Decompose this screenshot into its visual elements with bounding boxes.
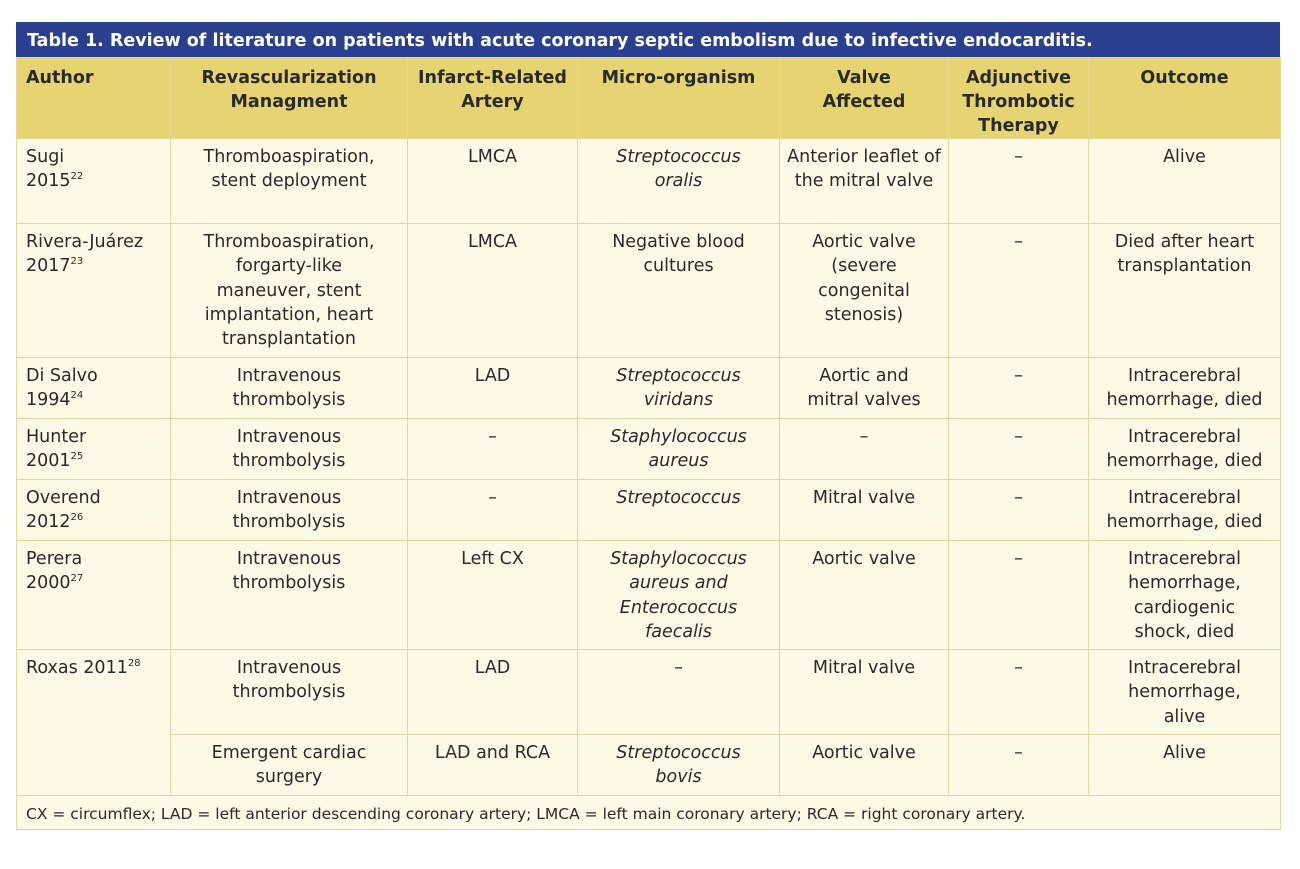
artery-cell: LAD — [408, 358, 578, 419]
table-row — [17, 224, 1281, 358]
author-year: 2012 — [26, 512, 71, 533]
table-row — [17, 650, 1281, 735]
header-valve: Valve Affected — [780, 58, 949, 139]
artery-cell: – — [408, 480, 578, 541]
header-outcome: Outcome — [1089, 58, 1281, 139]
organism-text: Staphylococcus aureus and Enterococcus faecalis — [610, 549, 747, 642]
author-cell — [17, 224, 171, 358]
artery-cell: Left CX — [408, 541, 578, 650]
organism-cell — [578, 480, 780, 541]
author-cell — [17, 358, 171, 419]
reference-number: 25 — [70, 451, 84, 463]
valve-cell: Aortic and mitral valves — [780, 358, 949, 419]
outcome-cell: Intracerebral hemorrhage, alive — [1089, 650, 1281, 735]
valve-cell: Aortic valve — [780, 541, 949, 650]
valve-cell: Aortic valve (severe congenital stenosis) — [780, 224, 949, 358]
footnote-row — [17, 796, 1281, 830]
revascularization-cell: Emergent cardiac surgery — [171, 735, 408, 796]
artery-cell: LAD — [408, 650, 578, 735]
artery-cell: LAD and RCA — [408, 735, 578, 796]
literature-table-figure — [16, 22, 1280, 830]
revascularization-cell: Thromboaspiration, forgarty-like maneuver, stent implantation, heart transplantation — [171, 224, 408, 358]
author-name: Hunter — [26, 427, 87, 447]
organism-text: Staphylococcus aureus — [610, 427, 747, 472]
therapy-cell: – — [949, 139, 1089, 224]
table-row — [17, 735, 1281, 796]
author-cell — [17, 419, 171, 480]
table-footnote: CX = circumflex; LAD = left anterior descending coronary artery; LMCA = left main coronary artery; RCA = right coronary artery. — [17, 796, 1281, 830]
organism-cell — [578, 358, 780, 419]
therapy-cell: – — [949, 419, 1089, 480]
organism-text: Streptococcus — [616, 488, 741, 508]
artery-cell: LMCA — [408, 224, 578, 358]
header-revascularization: Revascularization Managment — [171, 58, 408, 139]
revascularization-cell: Thromboaspiration, stent deployment — [171, 139, 408, 224]
table-row — [17, 419, 1281, 480]
author-cell — [17, 541, 171, 650]
therapy-cell: – — [949, 480, 1089, 541]
organism-cell — [578, 139, 780, 224]
organism-cell — [578, 735, 780, 796]
therapy-cell: – — [949, 541, 1089, 650]
author-year: 2001 — [26, 451, 71, 472]
therapy-cell: – — [949, 735, 1089, 796]
reference-number: 28 — [127, 658, 141, 669]
reference-number: 27 — [70, 573, 84, 585]
outcome-cell: Intracerebral hemorrhage, died — [1089, 480, 1281, 541]
outcome-cell: Intracerebral hemorrhage, died — [1089, 419, 1281, 480]
table-row — [17, 139, 1281, 224]
revascularization-cell: Intravenous thrombolysis — [171, 541, 408, 650]
artery-cell: – — [408, 419, 578, 480]
outcome-cell: Alive — [1089, 735, 1281, 796]
organism-cell — [578, 419, 780, 480]
reference-number: 26 — [70, 512, 84, 524]
header-therapy: Adjunctive Thrombotic Therapy — [949, 58, 1089, 139]
literature-table — [16, 57, 1281, 830]
revascularization-cell: Intravenous thrombolysis — [171, 358, 408, 419]
valve-cell: Anterior leaflet of the mitral valve — [780, 139, 949, 224]
header-artery: Infarct-Related Artery — [408, 58, 578, 139]
therapy-cell: – — [949, 650, 1089, 735]
header-author: Author — [17, 58, 171, 139]
reference-number: 23 — [70, 256, 84, 268]
organism-cell — [578, 541, 780, 650]
author-year: 2017 — [26, 256, 71, 277]
outcome-cell: Alive — [1089, 139, 1281, 224]
organism-text: Streptococcus bovis — [616, 743, 741, 788]
author-year: 1994 — [26, 390, 71, 411]
outcome-cell: Died after heart transplantation — [1089, 224, 1281, 358]
reference-number: 22 — [70, 171, 84, 183]
outcome-cell: Intracerebral hemorrhage, died — [1089, 358, 1281, 419]
table-row — [17, 480, 1281, 541]
header-organism: Micro-organism — [578, 58, 780, 139]
author-cell — [17, 139, 171, 224]
author-cell — [17, 480, 171, 541]
artery-cell: LMCA — [408, 139, 578, 224]
author-name: Rivera-Juárez — [26, 232, 144, 252]
revascularization-cell: Intravenous thrombolysis — [171, 419, 408, 480]
valve-cell: Mitral valve — [780, 480, 949, 541]
table-row — [17, 358, 1281, 419]
organism-text: Streptococcus viridans — [616, 366, 741, 411]
valve-cell: Aortic valve — [780, 735, 949, 796]
author-year: 2015 — [26, 171, 71, 192]
revascularization-cell: Intravenous thrombolysis — [171, 650, 408, 735]
author-year: 2000 — [26, 573, 71, 594]
table-row — [17, 541, 1281, 650]
reference-number: 24 — [70, 390, 84, 402]
author-name: Perera — [26, 549, 83, 569]
outcome-cell: Intracerebral hemorrhage, cardiogenic shock, died — [1089, 541, 1281, 650]
organism-text: Streptococcus oralis — [616, 147, 741, 192]
organism-cell: Negative blood cultures — [578, 224, 780, 358]
revascularization-cell: Intravenous thrombolysis — [171, 480, 408, 541]
organism-cell: – — [578, 650, 780, 735]
author-cell — [17, 650, 171, 796]
therapy-cell: – — [949, 224, 1089, 358]
header-row — [17, 58, 1281, 139]
valve-cell: Mitral valve — [780, 650, 949, 735]
therapy-cell: – — [949, 358, 1089, 419]
author-name: Sugi — [26, 147, 65, 167]
valve-cell: – — [780, 419, 949, 480]
table-title: Table 1. Review of literature on patients with acute coronary septic embolism due to infective endocarditis. — [16, 22, 1280, 57]
author-name: Di Salvo — [26, 366, 98, 386]
author-name: Overend — [26, 488, 101, 508]
author-name: Roxas 2011 — [26, 658, 128, 678]
